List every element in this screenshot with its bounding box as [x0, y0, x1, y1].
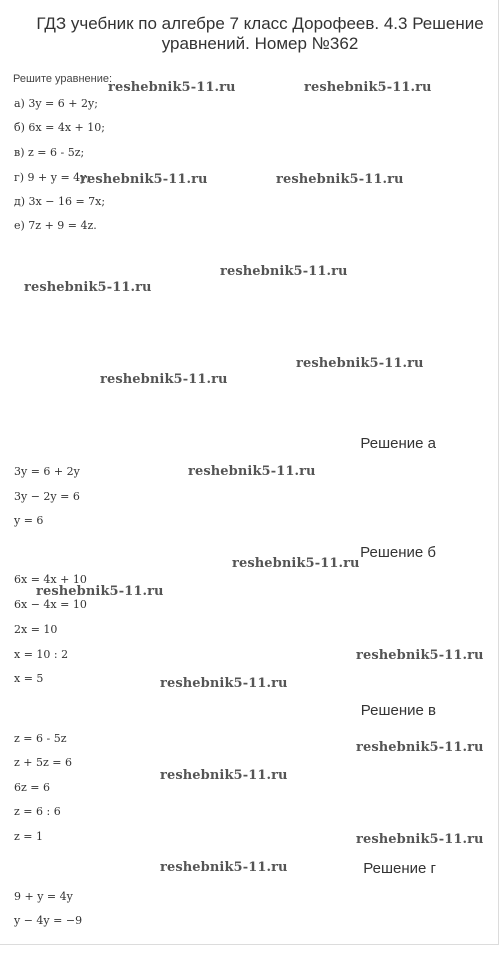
solution-b-line: x = 10 : 2 — [14, 648, 69, 661]
watermark: reshebnik5-11.ru — [24, 280, 152, 295]
watermark: reshebnik5-11.ru — [108, 80, 236, 95]
watermark: reshebnik5-11.ru — [296, 356, 424, 371]
solution-v-line: 6z = 6 — [14, 781, 51, 794]
watermark: reshebnik5-11.ru — [304, 80, 432, 95]
watermark: reshebnik5-11.ru — [100, 372, 228, 387]
task-item-g: г) 9 + y = 4y; — [14, 171, 91, 184]
watermark: reshebnik5-11.ru — [356, 648, 484, 663]
watermark: reshebnik5-11.ru — [232, 556, 360, 571]
watermark: reshebnik5-11.ru — [220, 264, 348, 279]
solution-v-line: z = 1 — [14, 830, 44, 843]
watermark: reshebnik5-11.ru — [160, 676, 288, 691]
watermark: reshebnik5-11.ru — [160, 768, 288, 783]
solution-g-line: y − 4y = −9 — [14, 914, 83, 927]
task-item-e: е) 7z + 9 = 4z. — [14, 219, 97, 232]
solution-a-line: 3y − 2y = 6 — [14, 490, 80, 503]
page-title: ГДЗ учебник по алгебре 7 класс Дорофеев. 4.3 Решение уравнений. Номер №362 — [36, 14, 484, 53]
task-item-a: а) 3y = 6 + 2y; — [14, 97, 98, 110]
watermark: reshebnik5-11.ru — [160, 860, 288, 875]
solution-g-line: 9 + y = 4y — [14, 890, 73, 903]
solution-v-heading: Решение в — [360, 702, 436, 719]
solution-a-heading: Решение а — [360, 435, 436, 452]
solution-b-heading: Решение б — [360, 544, 436, 561]
task-item-v: в) z = 6 - 5z; — [14, 146, 85, 159]
solution-g-heading: Решение г — [363, 860, 436, 877]
watermark: reshebnik5-11.ru — [356, 740, 484, 755]
solution-b-line: 6x − 4x = 10 — [14, 598, 87, 611]
solution-b-line: 2x = 10 — [14, 623, 58, 636]
watermark: reshebnik5-11.ru — [188, 464, 316, 479]
solution-b-line: x = 5 — [14, 672, 44, 685]
solution-v-line: z + 5z = 6 — [14, 756, 73, 769]
task-item-b: б) 6x = 4x + 10; — [14, 121, 105, 134]
task-heading: Решите уравнение: — [13, 73, 113, 85]
watermark: reshebnik5-11.ru — [36, 584, 164, 599]
task-item-d: д) 3x − 16 = 7x; — [14, 195, 106, 208]
watermark: reshebnik5-11.ru — [80, 172, 208, 187]
solution-v-line: z = 6 : 6 — [14, 805, 61, 818]
solution-v-line: z = 6 - 5z — [14, 732, 67, 745]
watermark: reshebnik5-11.ru — [276, 172, 404, 187]
watermark: reshebnik5-11.ru — [356, 832, 484, 847]
solution-b-line: 6x = 4x + 10 — [14, 573, 87, 586]
solution-a-line: y = 6 — [14, 514, 44, 527]
solution-a-line: 3y = 6 + 2y — [14, 465, 80, 478]
